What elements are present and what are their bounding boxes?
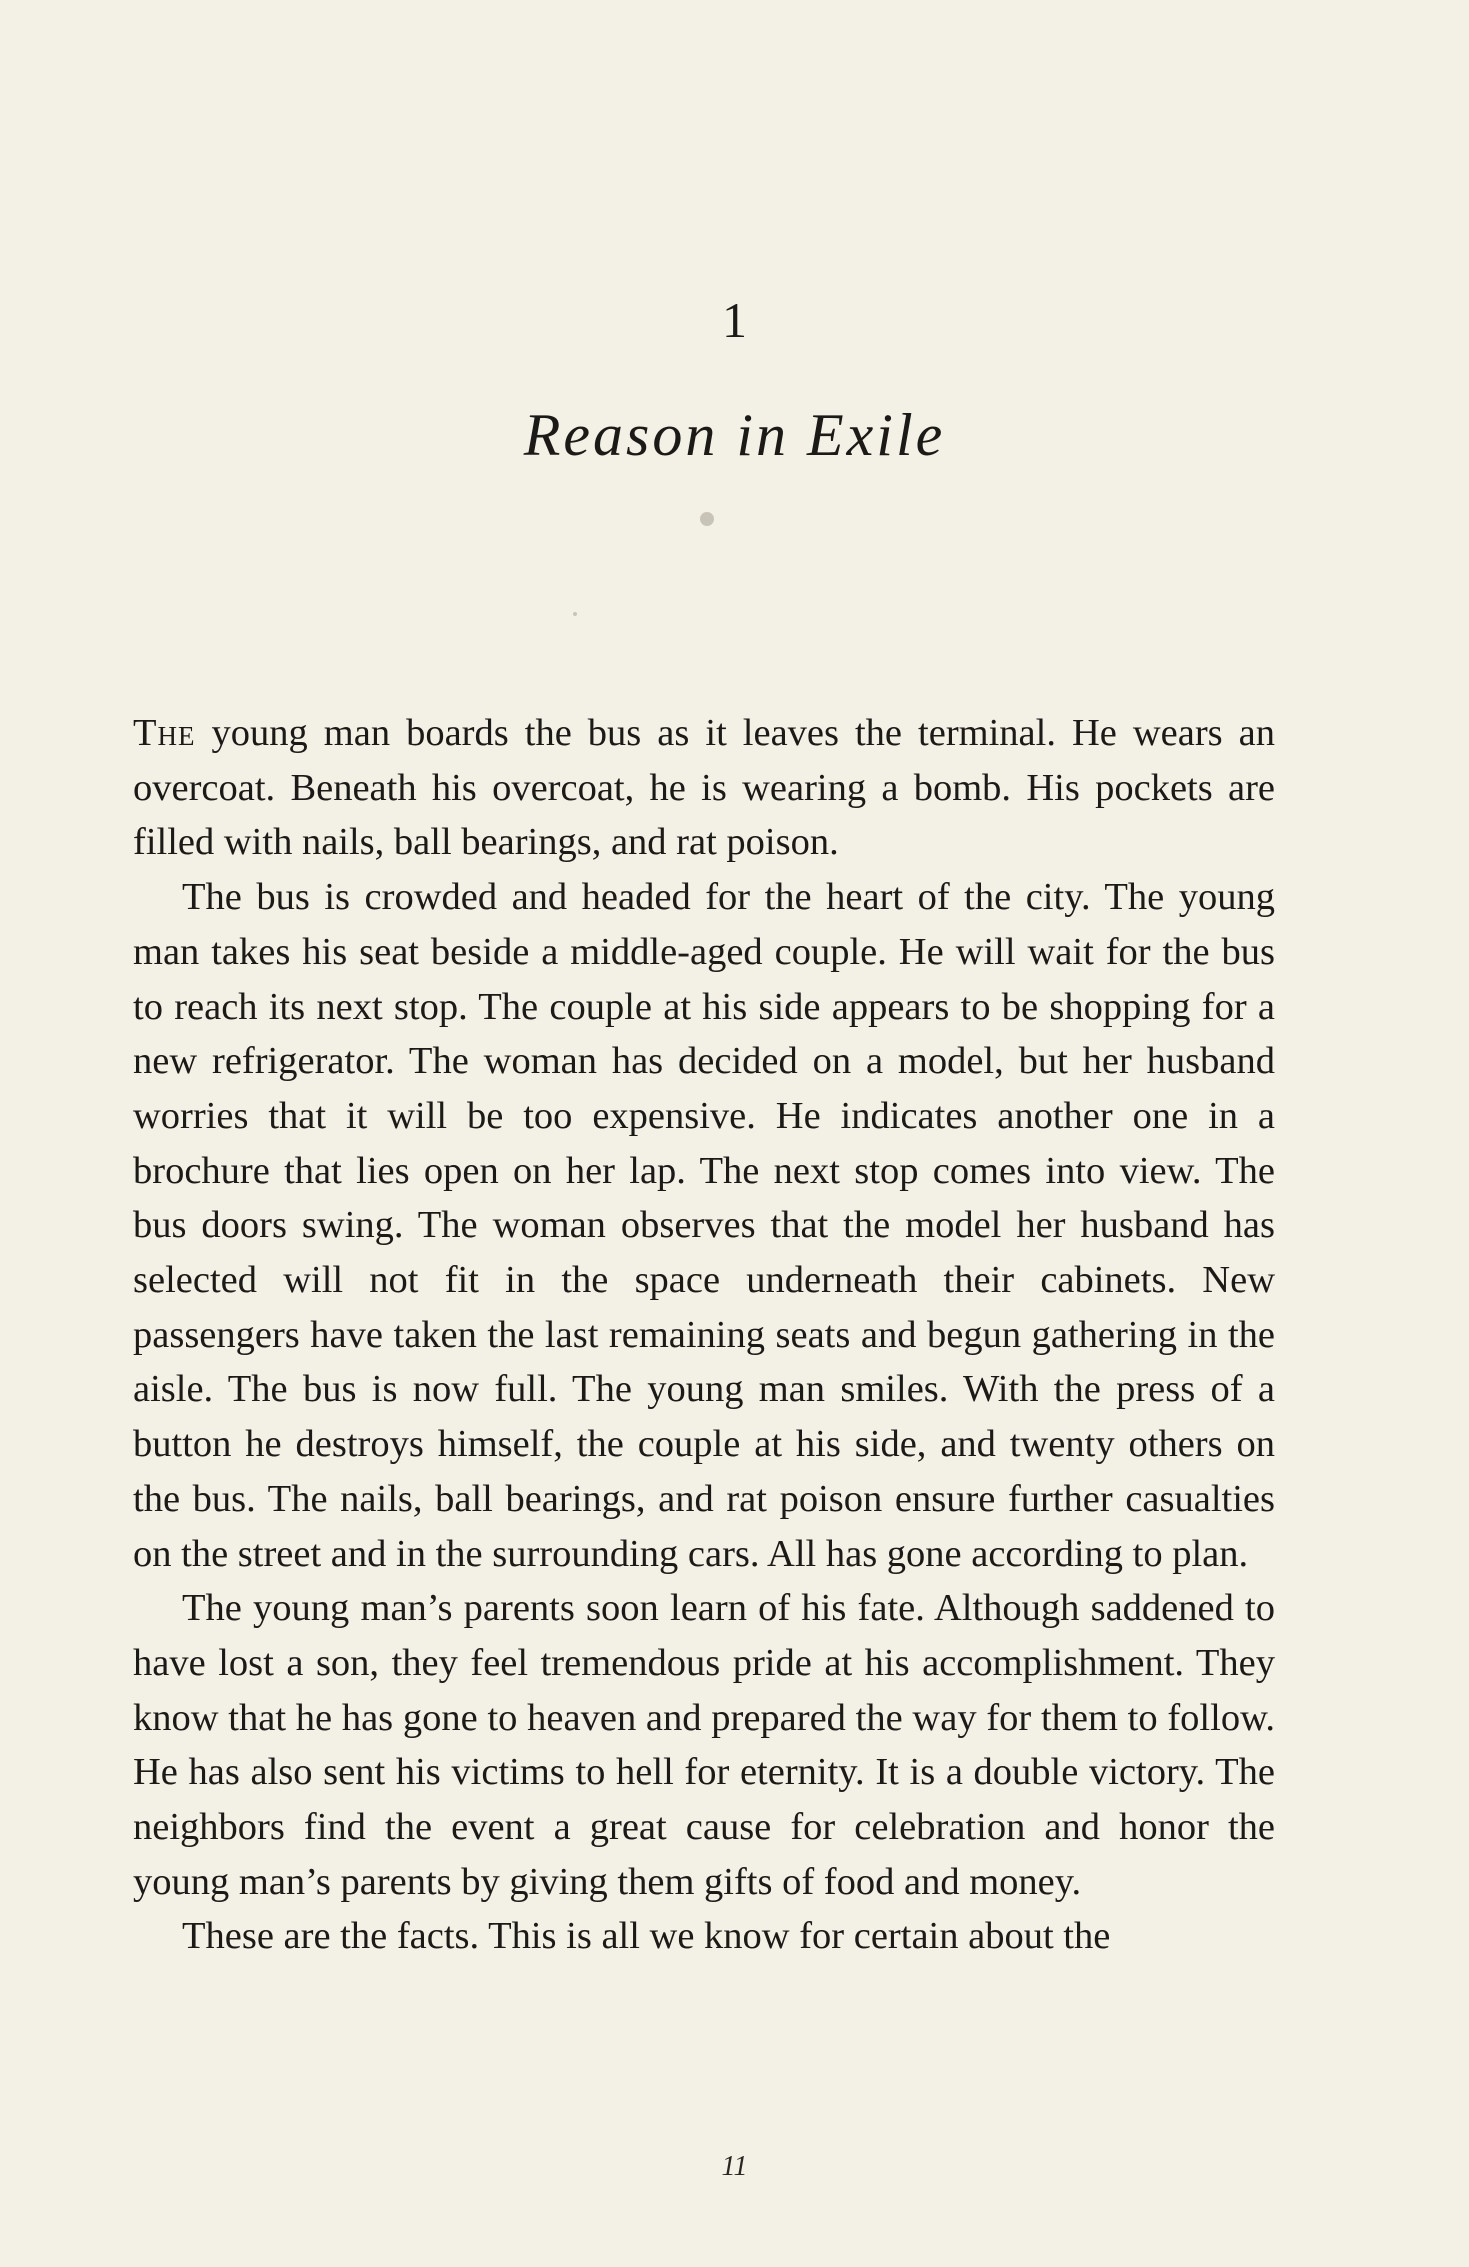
paper-speck	[573, 612, 577, 616]
chapter-number: 1	[722, 292, 747, 348]
body-text	[133, 706, 1275, 1964]
chapter-title: Reason in Exile	[523, 402, 946, 468]
paragraph: The bus is crowded and headed for the heart of the city. The young man takes his seat beside a middle-aged couple. He will wait for the bus to reach its next stop. The couple at his side appears to be shopping for a new refrigerator. The woman has decided on a model, but her husband worries that it will be too expensive. He indicates another one in a brochure that lies open on her lap. The next stop comes into view. The bus doors swing. The woman observes that the model her husband has selected will not fit in the space underneath their cabinets. New passengers have taken the last remaining seats and begun gathering in the aisle. The bus is now full. The young man smiles. With the press of a button he destroys himself, the couple at his side, and twenty others on the bus. The nails, ball bearings, and rat poison ensure further casualties on the street and in the surrounding cars. All has gone according to plan.	[133, 876, 1275, 1575]
page-number: 11	[721, 2151, 748, 2182]
paragraph-text: young man boards the bus as it leaves the terminal. He wears an overcoat. Beneath his overcoat, he is wearing a bomb. His pockets are filled with nails, ball bearings, and rat poison.	[133, 712, 1275, 864]
paper-speck	[700, 512, 714, 526]
paragraph	[133, 706, 1275, 870]
paragraph: The young man’s parents soon learn of his fate. Although saddened to have lost a son, they feel tremendous pride at his accomplishment. They know that he has gone to heaven and prepared the way for them to follow. He has also sent his victims to hell for eternity. It is a double victory. The neighbors find the event a great cause for celebration and honor the young man’s parents by giving them gifts of food and money.	[133, 1587, 1275, 1903]
paragraph-lead-word: The	[133, 712, 196, 754]
paragraph: These are the facts. This is all we know for certain about the	[182, 1915, 1111, 1958]
